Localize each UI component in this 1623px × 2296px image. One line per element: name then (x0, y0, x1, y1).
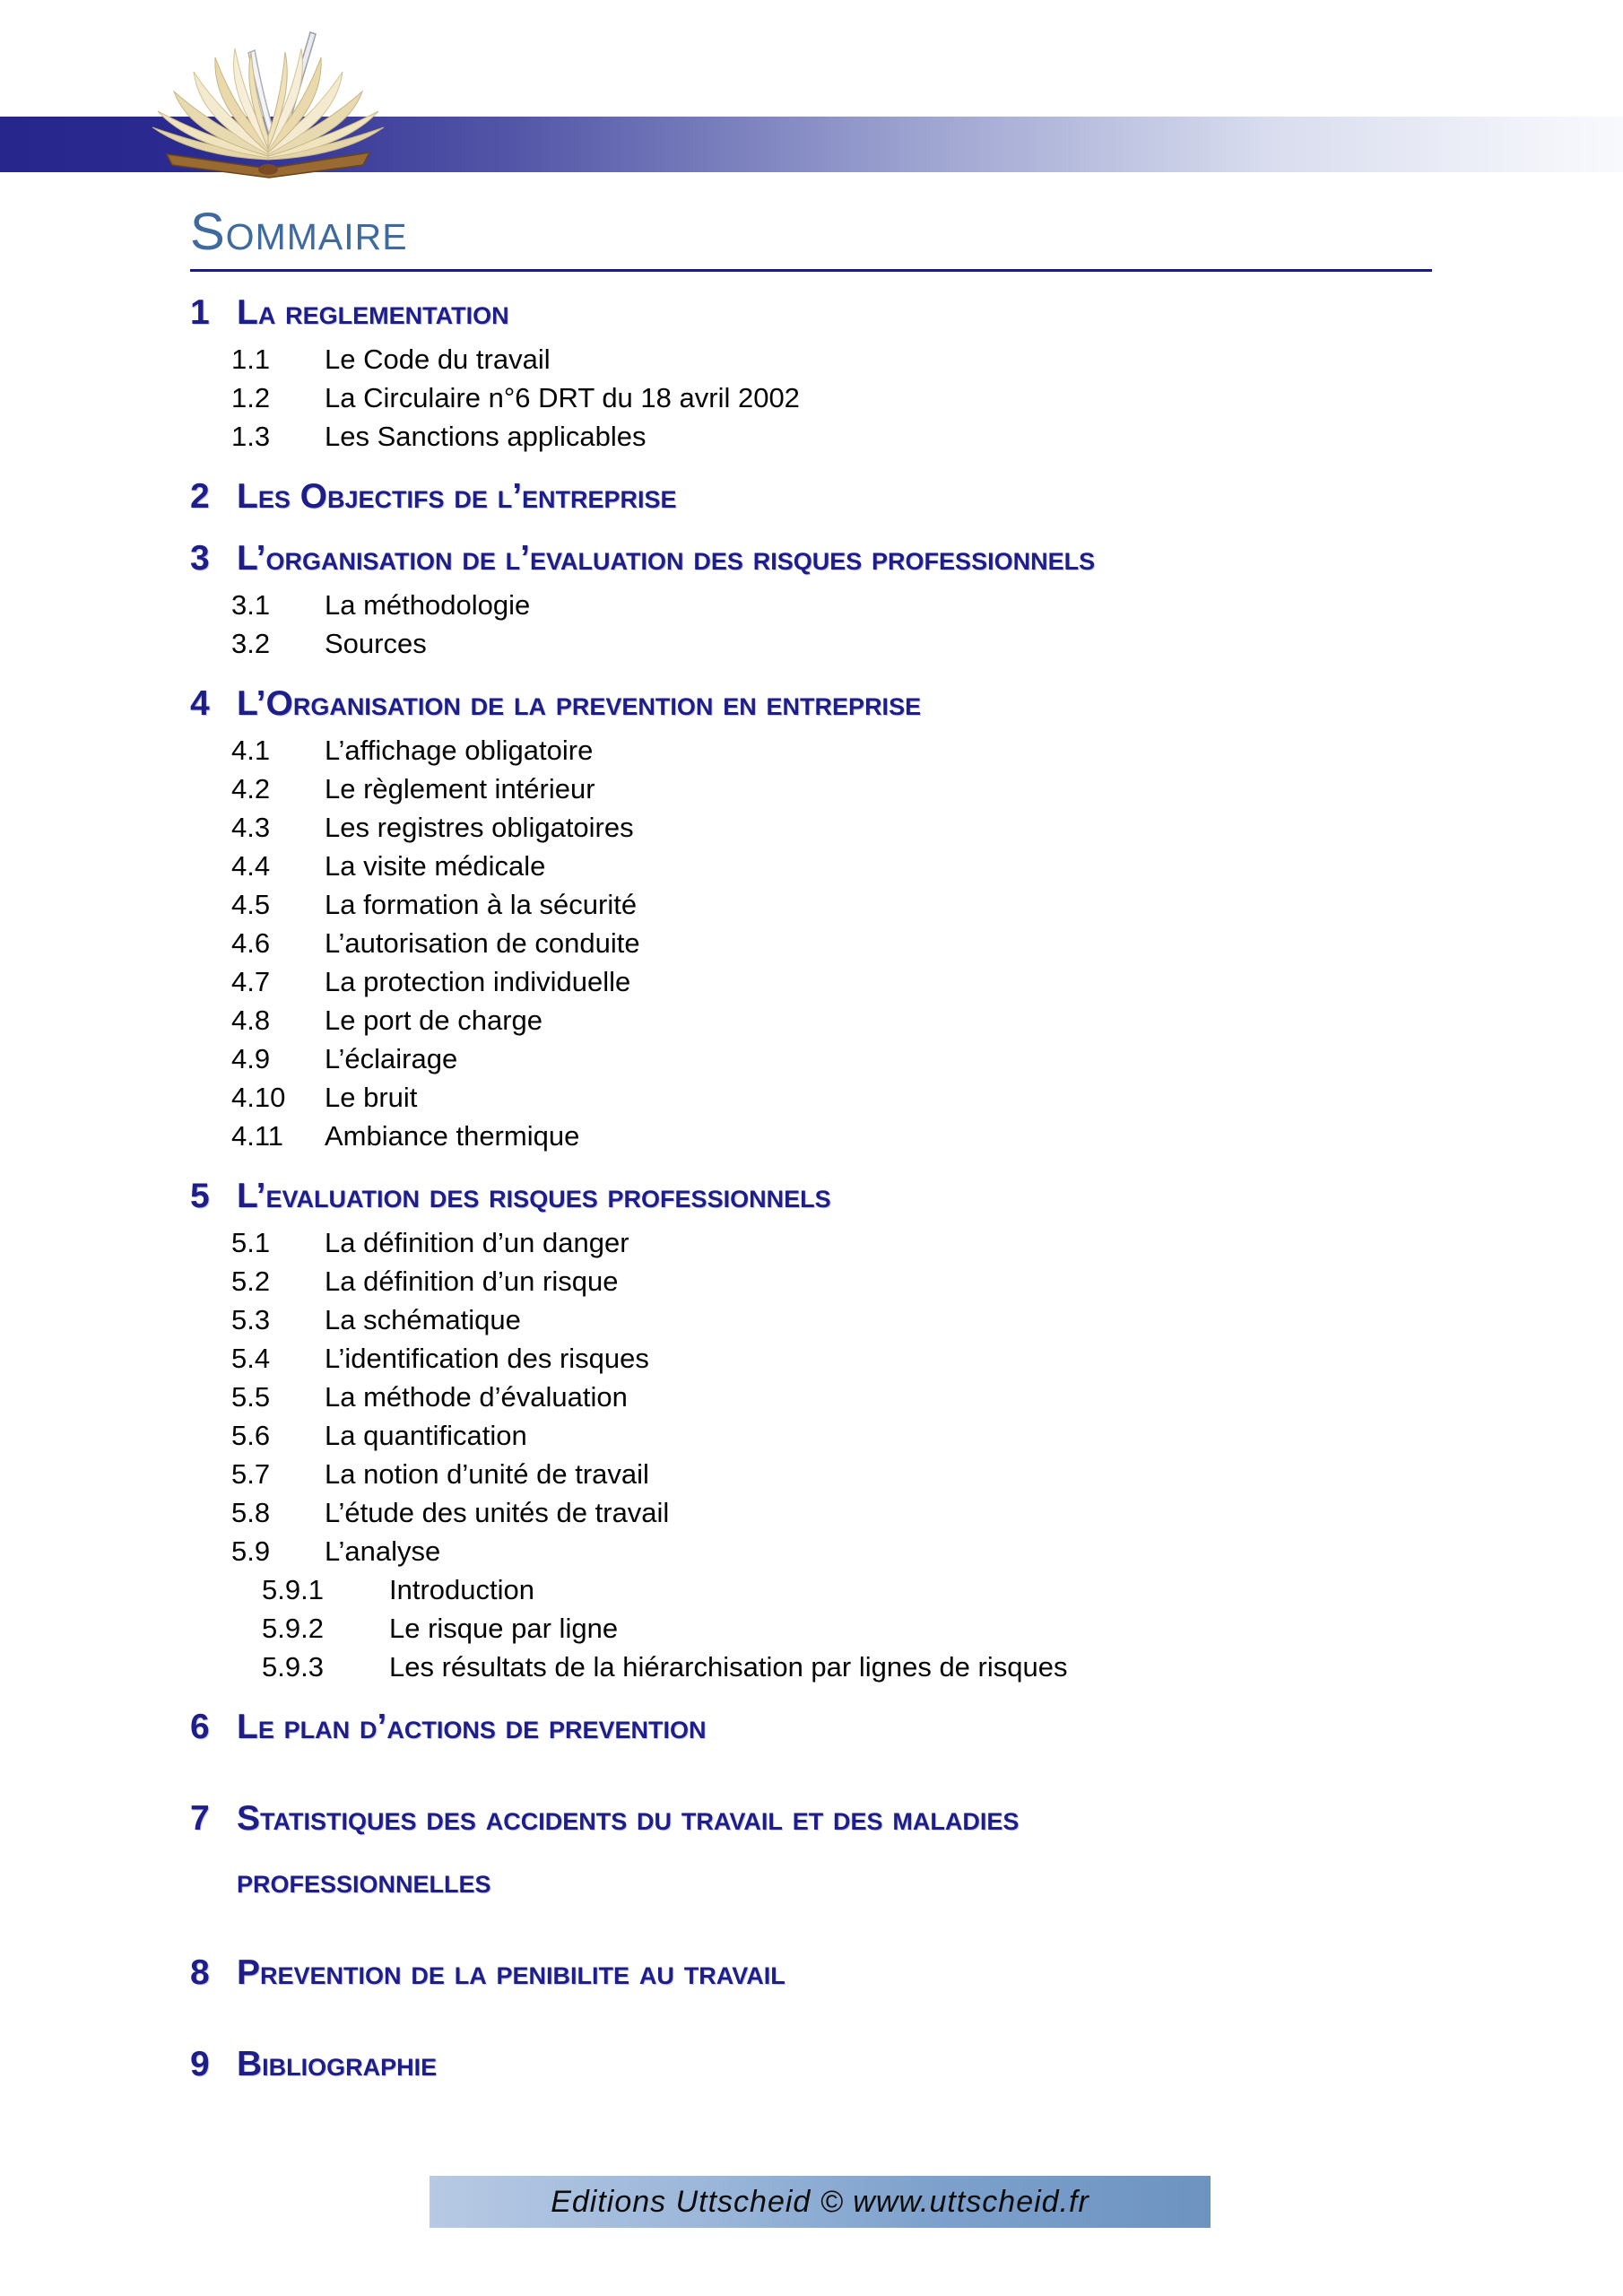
entry-number: 5.6 (231, 1420, 271, 1451)
entry-title: La formation à la sécurité (325, 889, 638, 920)
toc-section-2 (190, 476, 1488, 517)
entry-number: 5.9 (231, 1535, 271, 1567)
toc-entry (190, 1039, 1488, 1078)
entry-title: Les résultats de la hiérarchisation par lignes de risques (389, 1651, 1068, 1683)
entry-title: L’étude des unités de travail (325, 1497, 670, 1528)
entry-number: 4.9 (231, 1043, 271, 1074)
entry-title: L’autorisation de conduite (325, 927, 640, 959)
toc-subentry (190, 1648, 1488, 1686)
entry-title: Sources (325, 628, 427, 659)
toc-section-6 (190, 1707, 1488, 1748)
entry-title: La notion d’unité de travail (325, 1458, 649, 1490)
toc-entry (190, 770, 1488, 808)
entry-number: 5.4 (231, 1343, 271, 1374)
section-title: Bibliographie (237, 2045, 438, 2083)
entry-number: 4.10 (231, 1082, 286, 1113)
toc-entry (190, 1532, 1488, 1570)
entry-title: La méthode d’évaluation (325, 1381, 628, 1413)
toc-section-1 (190, 292, 1488, 334)
entry-title: Le risque par ligne (389, 1613, 619, 1644)
toc-entry (190, 1117, 1488, 1155)
entry-number: 4.1 (231, 735, 271, 766)
entry-title: La définition d’un risque (325, 1265, 619, 1297)
toc-entry (190, 1300, 1488, 1339)
footer-text: Editions Uttscheid © www.uttscheid.fr (551, 2184, 1089, 2219)
section-number: 4 (190, 684, 210, 723)
entry-title: La visite médicale (325, 850, 546, 882)
section-title-line-2: professionnelles (237, 1862, 491, 1900)
entry-title: Ambiance thermique (325, 1120, 580, 1152)
toc-entry (190, 624, 1488, 663)
toc-entry (190, 1262, 1488, 1300)
toc-entry (190, 586, 1488, 624)
toc-entry (190, 808, 1488, 847)
entry-title: La méthodologie (325, 589, 531, 621)
toc-section-3 (190, 538, 1488, 579)
entry-title: Les registres obligatoires (325, 812, 634, 843)
entry-number: 1.2 (231, 382, 271, 413)
toc-entry (190, 1223, 1488, 1262)
entry-title: Le port de charge (325, 1004, 543, 1036)
entry-number: 3.1 (231, 589, 271, 621)
toc-entry (190, 1378, 1488, 1416)
section-number: 7 (190, 1799, 210, 1838)
entry-number: 3.2 (231, 628, 271, 659)
entry-number: 1.3 (231, 421, 271, 452)
entry-number: 4.7 (231, 966, 271, 997)
open-book-icon (140, 23, 396, 181)
toc-entry (190, 1416, 1488, 1455)
entry-number: 1.1 (231, 344, 271, 375)
toc-section-9 (190, 2044, 1488, 2085)
entry-number: 4.3 (231, 812, 271, 843)
entry-title: Les Sanctions applicables (325, 421, 647, 452)
toc-entry (190, 1455, 1488, 1493)
footer-bar (430, 2176, 1211, 2228)
entry-title: Le bruit (325, 1082, 418, 1113)
entry-title: L’éclairage (325, 1043, 458, 1074)
entry-title: Le règlement intérieur (325, 773, 595, 804)
entry-title: L’affichage obligatoire (325, 735, 594, 766)
section-number: 2 (190, 477, 210, 516)
entry-number: 4.8 (231, 1004, 271, 1036)
entry-number: 5.2 (231, 1265, 271, 1297)
toc-entry (190, 417, 1488, 456)
title-divider (190, 269, 1432, 272)
section-number: 6 (190, 1708, 210, 1746)
toc-section-7 (190, 1798, 1488, 1902)
section-title: L’organisation de l’evaluation des risques professionnels (237, 539, 1096, 578)
page-title: Sommaire (190, 203, 408, 261)
section-number: 1 (190, 293, 210, 332)
toc-entry (190, 1001, 1488, 1039)
section-number: 3 (190, 539, 210, 578)
section-title (237, 1798, 1019, 1902)
entry-title: La définition d’un danger (325, 1227, 629, 1258)
entry-number: 5.9.2 (262, 1613, 324, 1644)
entry-number: 4.2 (231, 773, 271, 804)
toc-subentry (190, 1570, 1488, 1609)
toc-entry (190, 924, 1488, 962)
section-title: Les Objectifs de l’entreprise (237, 477, 677, 516)
toc-entry (190, 731, 1488, 770)
entry-title: La Circulaire n°6 DRT du 18 avril 2002 (325, 382, 800, 413)
section-title: Prevention de la penibilite au travail (237, 1953, 785, 1992)
entry-number: 4.5 (231, 889, 271, 920)
section-number: 8 (190, 1953, 210, 1992)
entry-number: 5.1 (231, 1227, 271, 1258)
toc-entry (190, 378, 1488, 417)
toc-section-4 (190, 683, 1488, 725)
entry-number: 4.4 (231, 850, 271, 882)
entry-number: 5.9.1 (262, 1574, 324, 1605)
section-title: Le plan d’actions de prevention (237, 1708, 707, 1746)
section-title-line-1: Statistiques des accidents du travail et des maladies (237, 1799, 1020, 1838)
toc-section-8 (190, 1952, 1488, 1994)
toc-entry (190, 1078, 1488, 1117)
entry-title: L’identification des risques (325, 1343, 649, 1374)
entry-title: La protection individuelle (325, 966, 631, 997)
section-title: L’evaluation des risques professionnels (237, 1177, 831, 1215)
entry-number: 5.5 (231, 1381, 271, 1413)
entry-title: Introduction (389, 1574, 534, 1605)
entry-number: 4.6 (231, 927, 271, 959)
toc-content (190, 204, 1488, 2092)
entry-number: 5.8 (231, 1497, 271, 1528)
entry-title: Le Code du travail (325, 344, 551, 375)
section-number: 5 (190, 1177, 210, 1215)
entry-number: 5.7 (231, 1458, 271, 1490)
section-title: L’Organisation de la prevention en entreprise (237, 684, 922, 723)
entry-number: 5.3 (231, 1304, 271, 1335)
section-title: La reglementation (237, 293, 509, 332)
toc-section-5 (190, 1176, 1488, 1217)
entry-title: La schématique (325, 1304, 521, 1335)
toc-subentry (190, 1609, 1488, 1648)
toc-entry (190, 885, 1488, 924)
toc-entry (190, 340, 1488, 378)
section-number: 9 (190, 2045, 210, 2083)
entry-number: 5.9.3 (262, 1651, 324, 1683)
toc-entry (190, 1339, 1488, 1378)
entry-number: 4.11 (231, 1120, 284, 1152)
entry-title: L’analyse (325, 1535, 441, 1567)
toc-entry (190, 1493, 1488, 1532)
entry-title: La quantification (325, 1420, 527, 1451)
toc-entry (190, 847, 1488, 885)
toc-entry (190, 962, 1488, 1001)
